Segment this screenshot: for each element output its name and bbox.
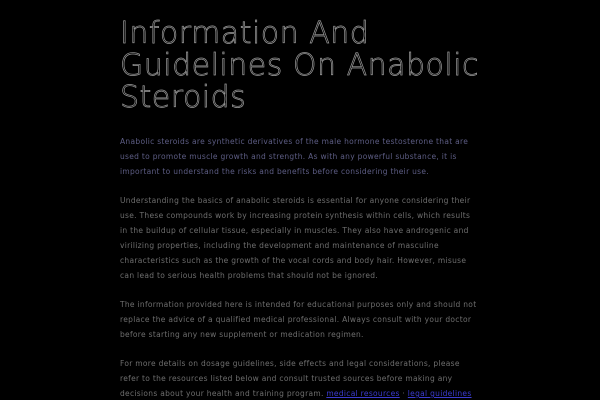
resource-link[interactable]: medical resources (326, 389, 400, 398)
article-paragraph (120, 356, 480, 400)
resource-link[interactable]: legal guidelines (407, 389, 472, 398)
paragraph-separator: · (402, 389, 408, 398)
article-paragraph-intro: Anabolic steroids are synthetic derivatives of the male hormone testosterone that are used to promote muscle growth and strength. As with any powerful substance, it is important to understand the risks and benefits before considering their use. (120, 137, 469, 176)
article-title: Information And Guidelines On Anabolic Steroids (120, 16, 480, 115)
article-paragraph: The information provided here is intended for educational purposes only and should not replace the advice of a qualified medical professional. Always consult with your doctor before starting any new supplement or medication regimen. (120, 300, 477, 339)
paragraph-text: For more details on dosage guidelines, side effects and legal considerations, please refer to the resources listed below and consult trusted sources before making any decisions about your health and training program. (120, 359, 460, 398)
article-paragraph: Understanding the basics of anabolic steroids is essential for anyone considering their use. These compounds work by increasing protein synthesis within cells, which results in the buildup of cellular tissue, especially in muscles. They also have androgenic and virilizing properties, including the development and maintenance of masculine characteristics such as the growth of the vocal cords and body hair. However, misuse can lead to serious health problems that should not be ignored. (120, 196, 471, 280)
